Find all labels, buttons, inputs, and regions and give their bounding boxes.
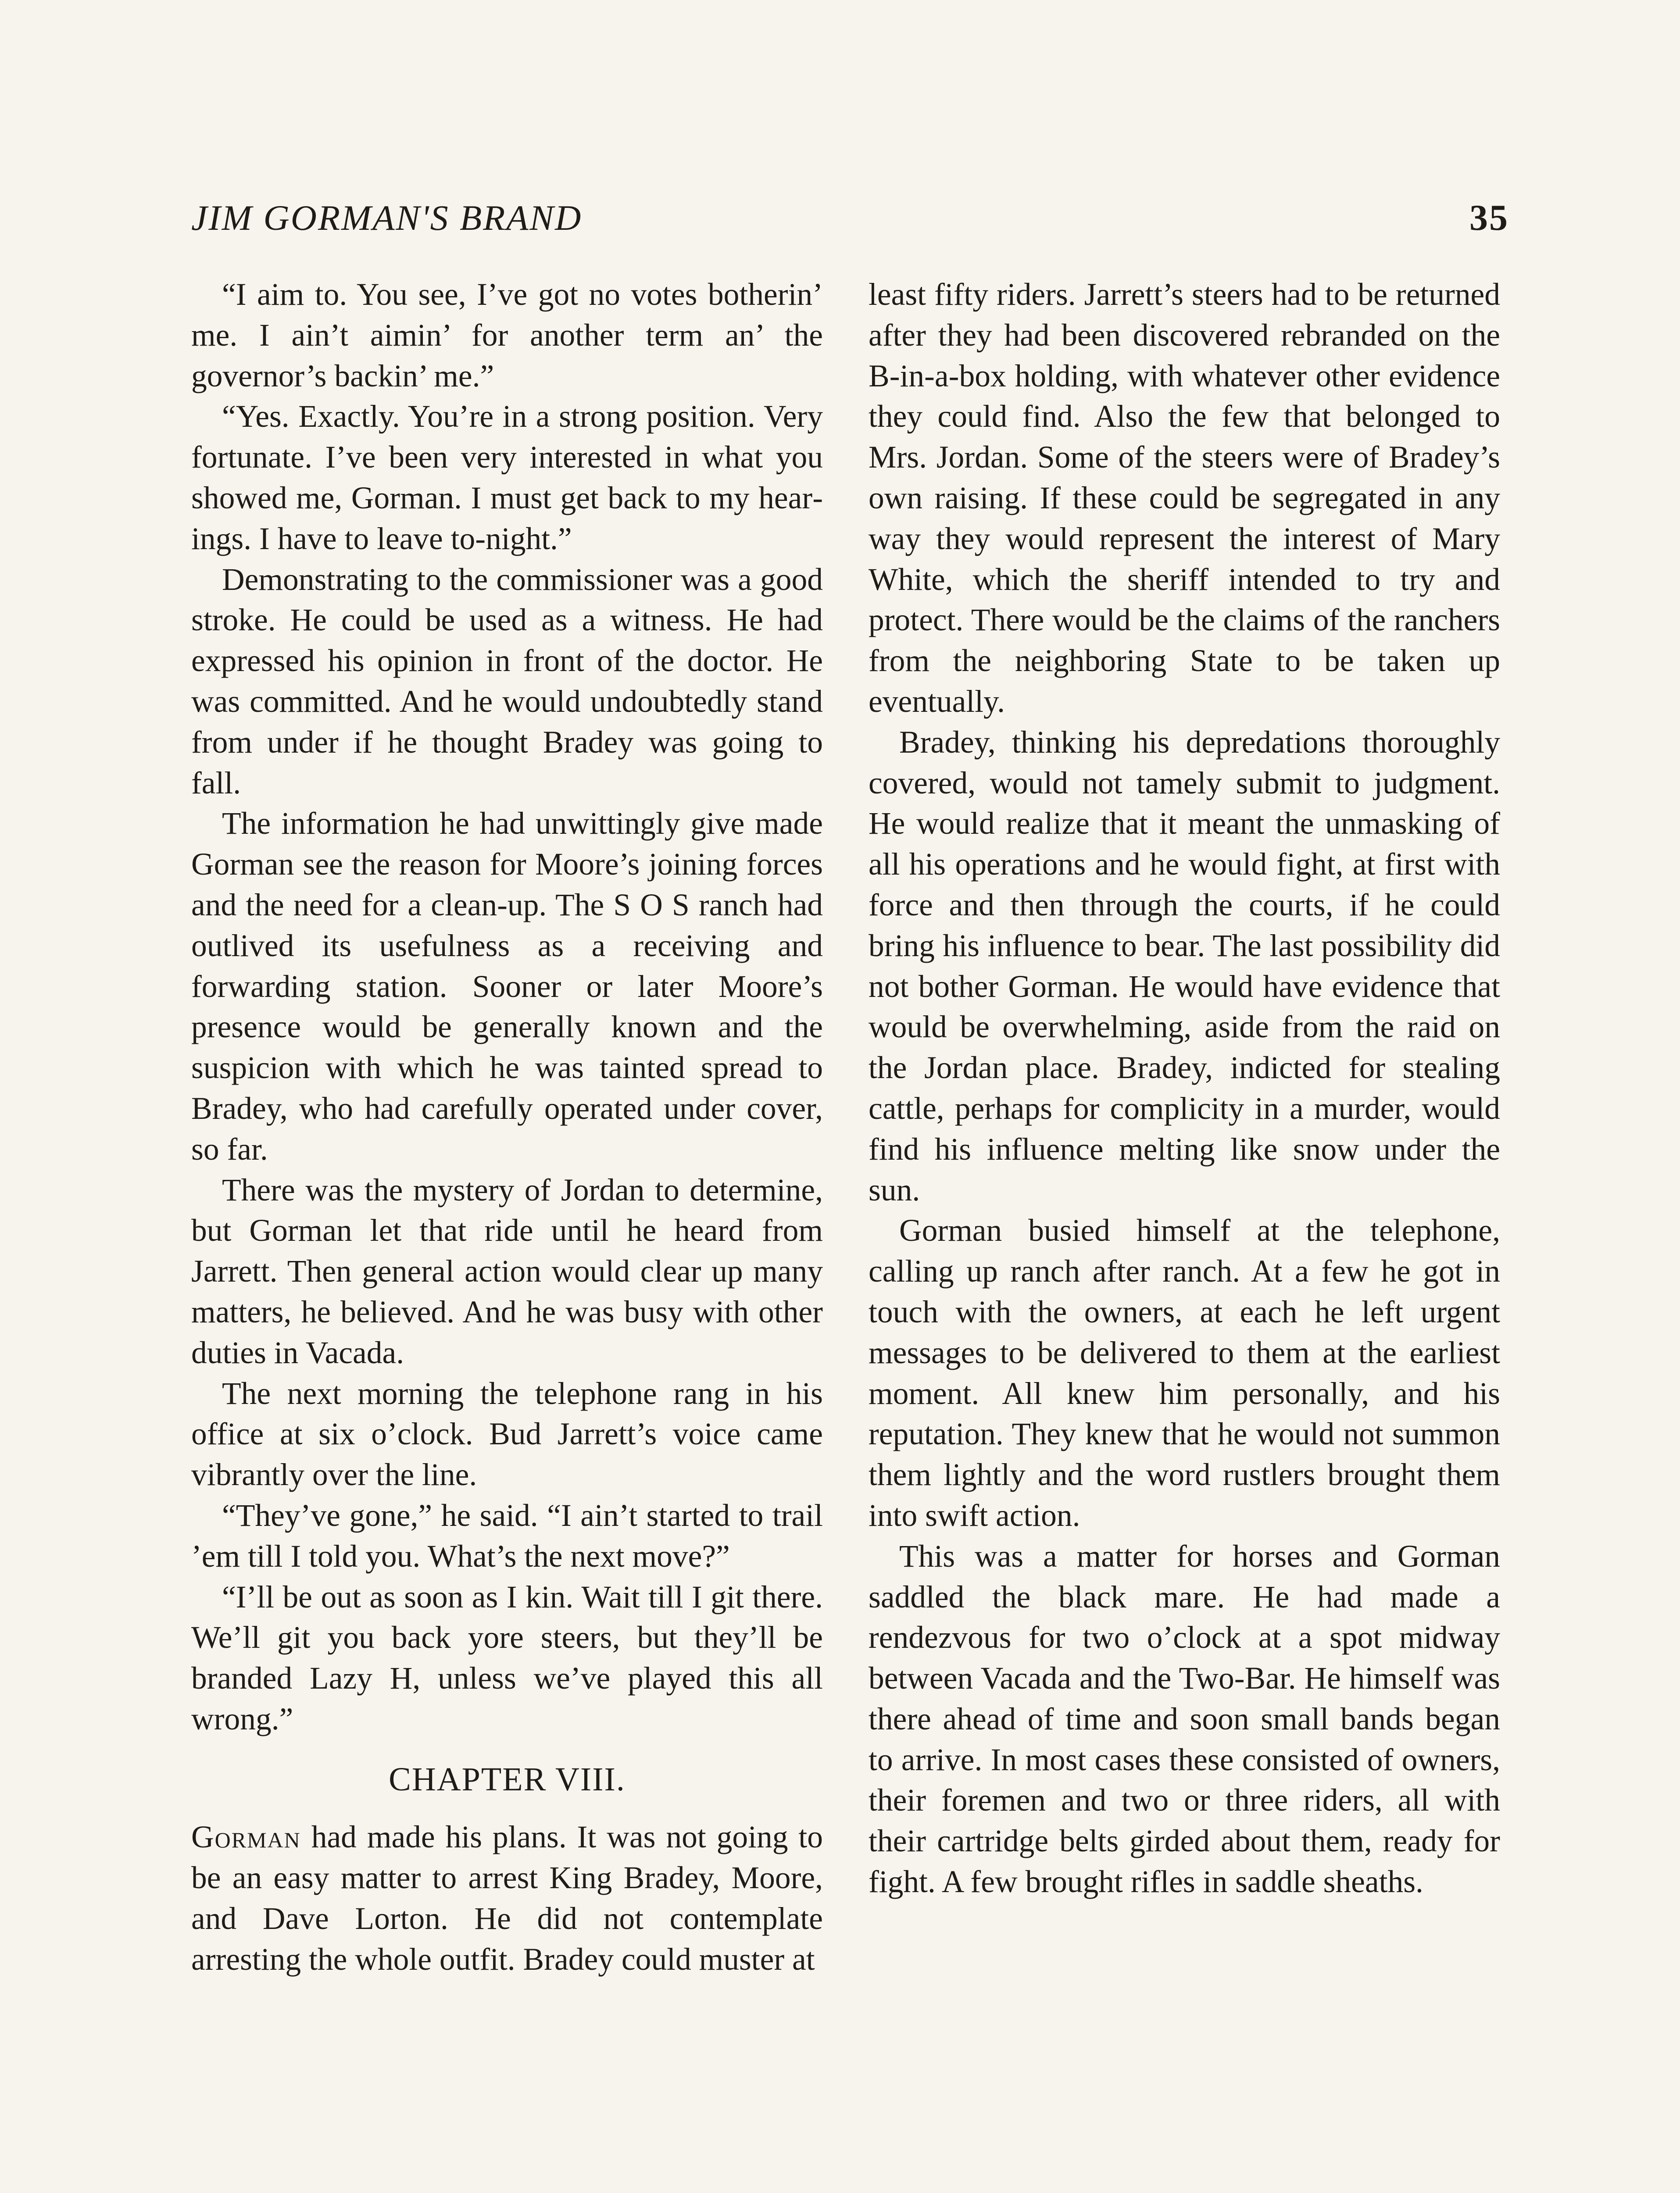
chapter-lead-word: Gorman (191, 1820, 301, 1855)
left-column (191, 275, 823, 1980)
running-title: JIM GORMAN'S BRAND (191, 198, 583, 238)
paragraph: Bradey, thinking his depredations thoroughly covered, would not tamely submit to judgment. He would realize that it meant the unmasking of all his operations and he would fight, at first with force and then through the courts, if he could bring his influence to bear. The last possibility did not bother Gorman. He would have evidence that would be overwhelming, aside from the raid on the Jordan place. Bradey, indicted for stealing cattle, perhaps for complicity in a murder, would find his influence melting like snow under the sun. (869, 725, 1500, 1207)
paragraph: This was a matter for horses and Gorman saddled the black mare. He had made a rendezvous for two o’clock at a spot midway between Vacada and the Two-Bar. He himself was there ahead of time and soon small bands began to arrive. In most cases these consisted of owners, their foremen and two or three riders, all with their cartridge belts girded about them, ready for fight. A few brought rifles in saddle sheaths. (869, 1539, 1500, 1900)
paragraph: “I aim to. You see, I’ve got no votes botherin’ me. I ain’t aimin’ for another term an’ the governor’s backin’ me.” (191, 277, 823, 393)
paragraph: The information he had unwittingly give made Gorman see the reason for Moore’s joining forces and the need for a clean-up. The S O S ranch had outlived its usefulness as a receiving and forwarding station. Sooner or later Moore’s presence would be generally known and the suspicion with which he was tainted spread to Bradey, who had carefully operated under cover, so far. (191, 806, 823, 1167)
paragraph: “Yes. Exactly. You’re in a strong position. Very fortunate. I’ve been very interested in what you showed me, Gorman. I must get back to my hearings. I have to leave to-night.” (191, 399, 823, 556)
chapter-opening-paragraph (191, 1817, 823, 1980)
paragraph: There was the mystery of Jordan to determine, but Gorman let that ride until he heard from Jarrett. Then general action would clear up many matters, he believed. And he was busy with other duties in Vacada. (191, 1172, 823, 1370)
right-column (869, 275, 1500, 1903)
paragraph: Demonstrating to the commissioner was a good stroke. He could be used as a witness. He had expressed his opinion in front of the doctor. He was committed. And he would undoubtedly stand from under if he thought Bradey was going to fall. (191, 562, 823, 800)
running-head (191, 196, 1509, 245)
paragraph: “They’ve gone,” he said. “I ain’t started to trail ’em till I told you. What’s the next move?” (191, 1498, 823, 1574)
page-number: 35 (1469, 197, 1509, 238)
paragraph: The next morning the telephone rang in his office at six o’clock. Bud Jarrett’s voice came vibrantly over the line. (191, 1376, 823, 1493)
chapter-heading: CHAPTER VIII. (389, 1761, 626, 1798)
paragraph: “I’ll be out as soon as I kin. Wait till I git there. We’ll git you back yore steers, but they’ll be branded Lazy H, unless we’ve played this all wrong.” (191, 1579, 823, 1736)
chapter-opening-text: had made his plans. It was not going to be an easy matter to arrest King Bradey, Moore, and Dave Lorton. He did not contemplate arresting the whole outfit. Bradey could muster at (191, 1820, 823, 1977)
paragraph: Gorman busied himself at the telephone, calling up ranch after ranch. At a few he got in touch with the owners, at each he left urgent messages to be delivered to them at the earliest moment. All knew him personally, and his reputation. They knew that he would not summon them lightly and the word rustlers brought them into swift action. (869, 1213, 1500, 1533)
paragraph: least fifty riders. Jarrett’s steers had to be returned after they had been discovered rebranded on the B-in-a-box holding, with whatever other evidence they could find. Also the few that belonged to Mrs. Jordan. Some of the steers were of Bradey’s own raising. If these could be segregated in any way they would represent the interest of Mary White, which the sheriff intended to try and protect. There would be the claims of the ranchers from the neighboring State to be taken up eventually. (869, 277, 1500, 719)
